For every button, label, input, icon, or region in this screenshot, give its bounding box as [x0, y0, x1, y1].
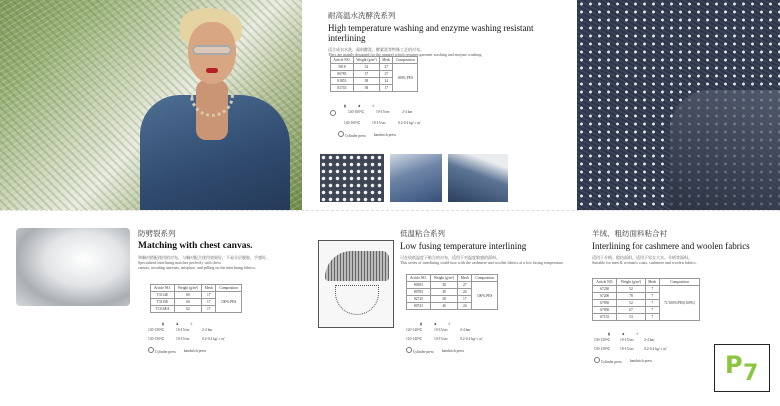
table-row: 5818 32 27 100% PES	[331, 64, 418, 71]
table-row: 67135 53 7	[593, 314, 700, 321]
hourglass-icon: ⧗	[621, 332, 625, 336]
conditions-low-fusing: ▮ ⧗ ◊ 120-140℃ 10-15/sec 2-4 bar 120-140℃ 10-15/sec 0.2-0.4 kg/ c ㎡ Cylinder press bandwich press	[406, 322, 483, 354]
jeans-photo	[448, 154, 508, 202]
thermometer-icon: ▮	[608, 332, 610, 336]
fabric-swatch-photo	[320, 154, 384, 202]
table-row: 82743 38 17	[331, 85, 418, 92]
table-row: 67850 67 7	[593, 307, 700, 314]
cylinder-press-icon	[406, 347, 412, 353]
table-row: 80783 49 24	[407, 289, 498, 296]
model-photo	[0, 0, 302, 210]
hourglass-icon: ⧗	[175, 322, 179, 326]
hourglass-icon: ⧗	[433, 322, 437, 326]
section-title-cn: 羊绒、粗纺面料粘合衬	[592, 229, 667, 238]
gauge-icon: ◊	[636, 332, 639, 336]
section-title-en: High temperature washing and enzyme washing resistant interlining	[328, 23, 534, 43]
table-row: 67850 52 7	[593, 300, 700, 307]
table-row: 80583 38 27 100% PES	[407, 282, 498, 289]
iron-icon	[325, 251, 389, 281]
section-title-en: Matching with chest canvas.	[138, 241, 253, 251]
section-desc-en: This series of interlining could fuse with the cashmere and woolen fabrics at a low fusing temperature.	[400, 260, 565, 265]
section-title-cn: 低温粘合系列	[400, 229, 445, 238]
section-title-cn: 防劈裂系列	[138, 229, 176, 238]
sunglasses	[192, 45, 232, 55]
table-row: 80741 40 24	[407, 303, 498, 310]
shirt-photo	[390, 154, 442, 202]
table-row: 67230 52 7 71/100%/PES(100%)	[593, 286, 700, 293]
section-cashmere	[592, 228, 772, 265]
spec-table-chest-canvas: Article NO. Weight (g/m²) Mesh Composition T3114E 60 17 100% PES T3115E 60 17 T3116EA 62 17	[150, 284, 242, 313]
spec-table-low-fusing: Article NO. Weight (g/m²) Mesh Composition 80583 38 27 100% PES 80783 49 24 82743 38 17 80741 40 24	[406, 274, 498, 310]
conditions-high-temp: ▮ ⧗ ◊ 140-160℃ 10-15/sec 2-4 bar 140-160℃ 10-15/sec 0.2-0.4 kg/ c ㎡ Cylinder press bandwich press	[330, 104, 470, 138]
section-title-cn: 耐高温水洗酵洗系列	[328, 11, 396, 20]
section-desc-cn: 可在较低温度下粘合的衬布，适用于对温度敏感的面料。	[400, 255, 500, 260]
table-row: T3114E 60 17 100% PES	[151, 292, 242, 299]
section-desc-cn: 适合成衣水洗、面料酵洗、酵素洗等特殊工艺的衬布。	[328, 47, 424, 52]
page-divider	[0, 210, 780, 211]
thermometer-icon: ▮	[162, 322, 164, 326]
spec-table-cashmere: Article NO. Weight (g/m²) Mesh Composition 67230 52 7 71/100%/PES(100%) 67200 78 7 67850 52 7 67850 67 7 67135 53 7	[592, 278, 700, 321]
thermometer-icon: ▮	[420, 322, 422, 326]
section-desc-cn: 和胸衬搭配使用的衬布，与胸衬配合使用效果好，不易分层脱胶，手感好。	[138, 255, 270, 260]
section-high-temp	[328, 10, 568, 57]
thermometer-icon: ▮	[344, 104, 346, 108]
gauge-icon: ◊	[190, 322, 193, 326]
satin-fabric-photo	[16, 228, 130, 306]
circle-icon	[330, 110, 336, 116]
section-desc-cn: 适用于羊绒、粗纺面料，适用于男女大衣、羊绒等面料。	[592, 255, 692, 260]
section-desc-en: Suitable for men & woman's coats, cashmere and woolen fabrics.	[592, 260, 697, 265]
table-row: 67200 78 7	[593, 293, 700, 300]
section-chest-canvas: 防劈裂系列 Matching with chest canvas. 和胸衬搭配使用的衬布，与胸衬配合使用效果好，不易分层脱胶，手感好。 Specialized interlining matches perfectly with chest canvas, avoiding unevnes, misplace, and pilling on the interlining fabrics.	[138, 228, 298, 270]
conditions-chest-canvas: ▮ ⧗ ◊ 130-150℃ 10-15/sec 2-4 bar 130-150℃ 10-15/sec 0.2-0.4 kg/ c ㎡ Cylinder press bandwich press	[148, 322, 225, 354]
spec-table-high-temp: Article NO. Weight (g/m²) Mesh Composition 5818 32 27 100% PES 80783 37 27 81853 38 24 82743 38 17	[330, 56, 418, 92]
cylinder-press-icon	[594, 357, 600, 363]
hourglass-icon: ⧗	[357, 104, 361, 108]
conditions-cashmere: ▮ ⧗ ◊ 130-150℃ 10-15/sec 2-4 bar 130-150℃ 10-15/sec 0.2-0.4 kg/ c ㎡ Cylinder press bandwich press	[594, 332, 667, 364]
table-row: 80783 37 27	[331, 71, 418, 78]
section-title-en: Interlining for cashmere and woolen fabrics	[592, 241, 750, 251]
table-row: T3116EA 62 17	[151, 306, 242, 313]
table-row: 81853 38 24	[331, 78, 418, 85]
denim-closeup-photo	[577, 0, 780, 210]
section-title-en: Low fusing temperature interlining	[400, 241, 527, 251]
gauge-icon: ◊	[448, 322, 451, 326]
iron-illustration	[318, 240, 394, 328]
gauge-icon: ◊	[372, 104, 375, 108]
table-row: 82743 38 17	[407, 296, 498, 303]
brand-logo: P 7	[714, 344, 770, 392]
section-low-fusing	[400, 228, 572, 265]
cylinder-press-icon	[148, 347, 154, 353]
section-desc-en: They are mainly designed for the apparel which requires garment washing and enzyme washing.	[328, 52, 483, 57]
table-row: T3115E 60 17	[151, 299, 242, 306]
cylinder-press-icon	[338, 131, 344, 137]
